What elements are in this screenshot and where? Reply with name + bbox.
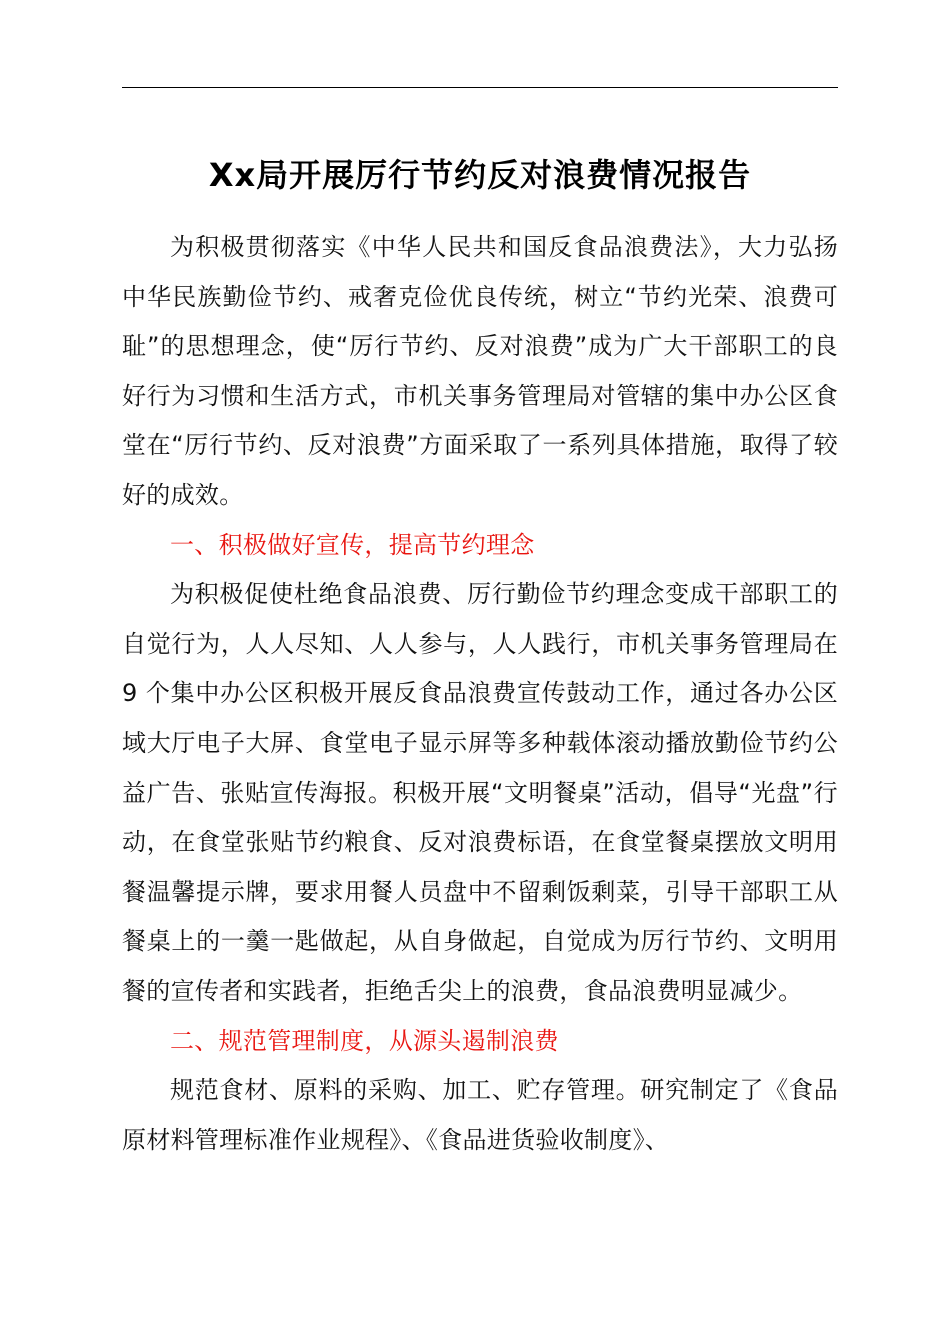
header-rule <box>122 87 838 88</box>
document-title: Xx局开展厉行节约反对浪费情况报告 <box>208 156 752 194</box>
intro-paragraph: 为积极贯彻落实《中华人民共和国反食品浪费法》，大力弘扬中华民族勤俭节约、戒奢克俭优良传统，树立“节约光荣、浪费可耻”的思想理念，使“厉行节约、反对浪费”成为广大干部职工的良好行为习惯和生活方式，市机关事务管理局对管辖的集中办公区食堂在“厉行节约、反对浪费”方面采取了一系列具体措施，取得了较好的成效。 <box>122 233 838 509</box>
section-1-heading: 一、积极做好宣传，提高节约理念 <box>170 530 535 559</box>
document-body <box>122 223 838 1165</box>
section-2-heading: 二、规范管理制度，从源头遏制浪费 <box>170 1026 559 1055</box>
section-2-paragraph: 规范食材、原料的采购、加工、贮存管理。研究制定了《食品原材料管理标准作业规程》、《食品进货验收制度》、 <box>122 1076 838 1154</box>
section-1-paragraph: 为积极促使杜绝食品浪费、厉行勤俭节约理念变成干部职工的自觉行为，人人尽知、人人参与，人人践行，市机关事务管理局在 9 个集中办公区积极开展反食品浪费宣传鼓动工作，通过各办公区域大厅电子大屏、食堂电子显示屏等多种载体滚动播放勤俭节约公益广告、张贴宣传海报。积极开展“文明餐桌”活动，倡导“光盘”行动，在食堂张贴节约粮食、反对浪费标语，在食堂餐桌摆放文明用餐温馨提示牌，要求用餐人员盘中不留剩饭剩菜，引导干部职工从餐桌上的一羹一匙做起，从自身做起，自觉成为厉行节约、文明用餐的宣传者和实践者，拒绝舌尖上的浪费，食品浪费明显减少。 <box>122 580 838 1005</box>
